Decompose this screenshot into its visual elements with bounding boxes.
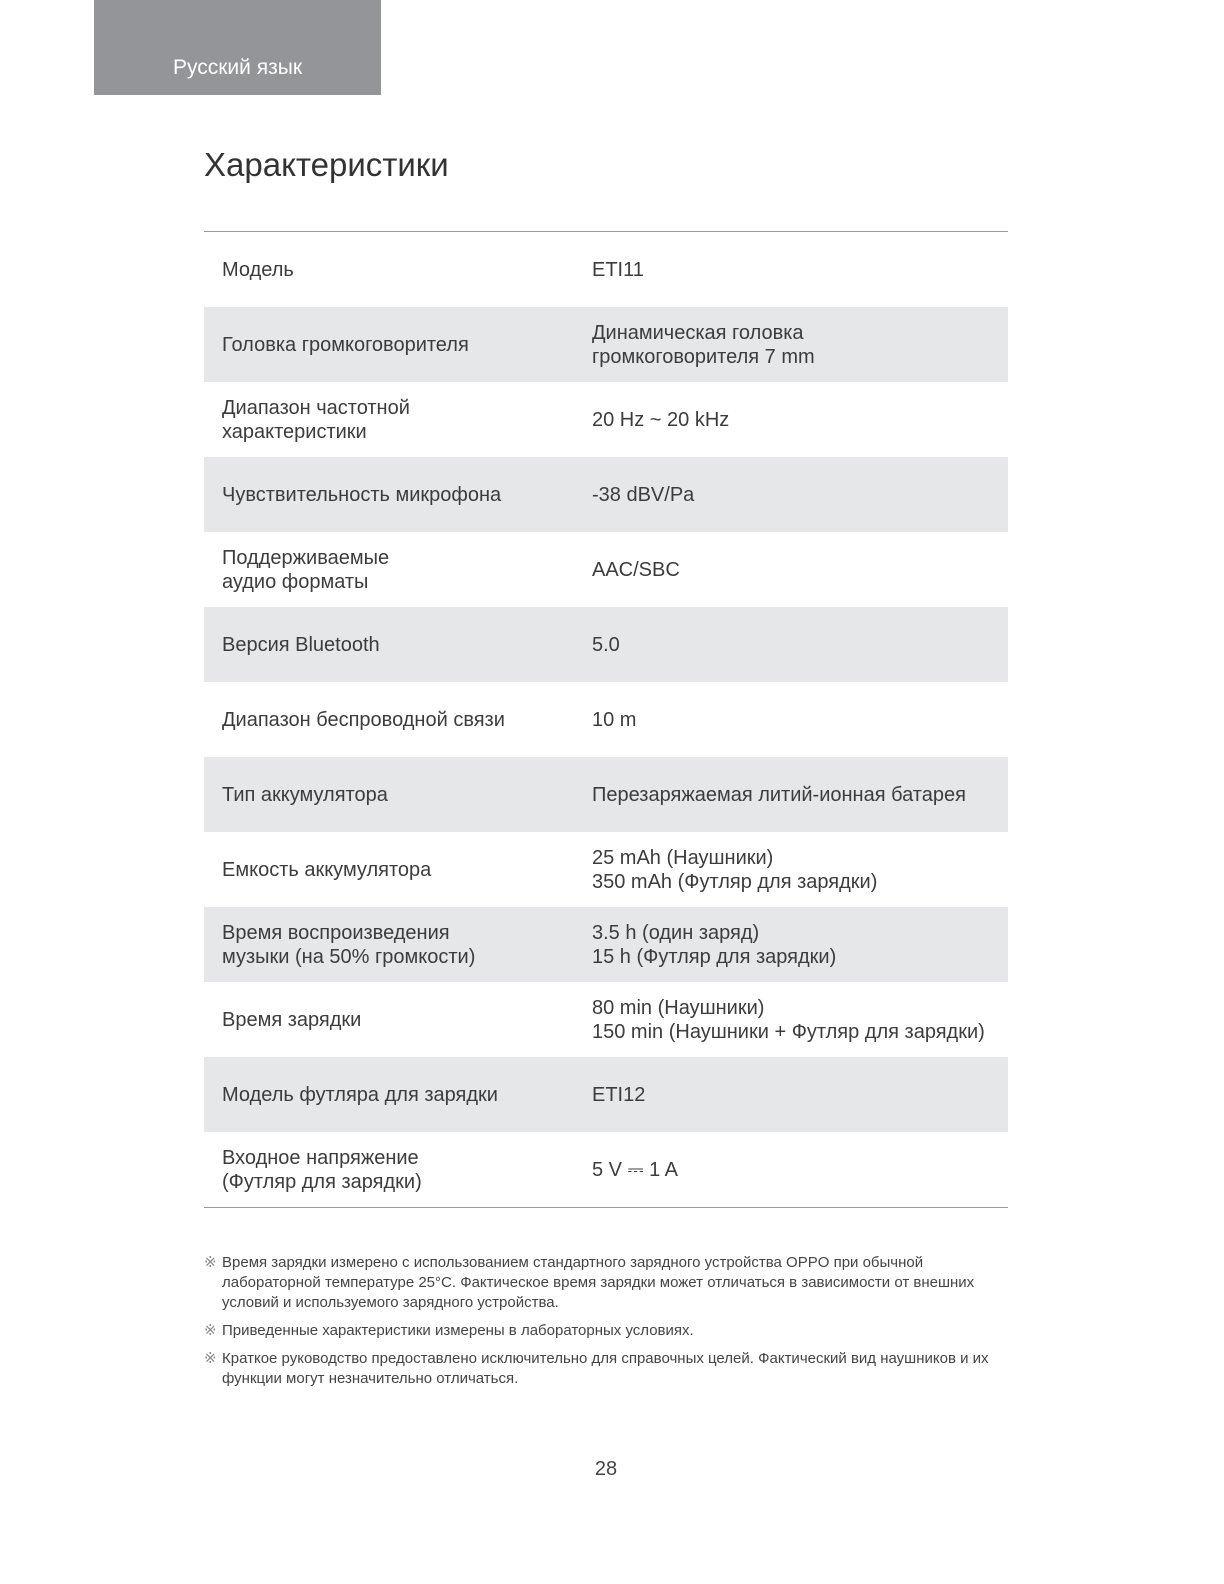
spec-row [204,682,1008,757]
spec-value: 25 mAh (Наушники) 350 mAh (Футляр для зарядки) [592,846,878,893]
spec-value: Динамическая головка громкоговорителя 7 mm [592,321,815,368]
spec-label: Головка громкоговорителя [222,333,469,356]
spec-value: AAC/SBC [592,558,680,581]
footnote-text: Краткое руководство предоставлено исключительно для справочных целей. Фактический вид наушников и их функции могут незначительно отличаться. [222,1350,989,1387]
spec-label: Время воспроизведения музыки (на 50% громкости) [222,921,476,968]
page-title: Характеристики [204,146,449,183]
footnotes [204,1253,1004,1397]
spec-row [204,457,1008,532]
spec-label: Модель футляра для зарядки [222,1083,498,1106]
spec-value: 10 m [592,708,637,731]
spec-label: Модель [222,258,294,281]
reference-mark-icon: ※ [204,1350,217,1367]
spec-row [204,1132,1008,1207]
spec-label: Поддерживаемые аудио форматы [222,546,390,593]
footnote-text: Время зарядки измерено с использованием стандартного зарядного устройства OPPO при обычной лабораторной температуре 25°C. Фактическое время зарядки может отличаться в зависимости от внешних условий и используемого зарядного устройства. [222,1254,975,1311]
reference-mark-icon: ※ [204,1254,217,1271]
spec-value: ETI11 [592,258,644,281]
spec-row [204,382,1008,457]
spec-row [204,532,1008,607]
footnote [204,1321,1004,1341]
spec-row [204,982,1008,1057]
spec-label: Входное напряжение (Футляр для зарядки) [222,1146,422,1193]
spec-value: -38 dBV/Pa [592,483,695,506]
footnote-text: Приведенные характеристики измерены в лабораторных условиях. [222,1322,694,1339]
spec-row [204,907,1008,982]
spec-table [204,231,1008,1208]
spec-row [204,307,1008,382]
footnote [204,1253,1004,1313]
spec-row [204,757,1008,832]
spec-row [204,832,1008,907]
spec-label: Диапазон частотной характеристики [222,396,410,443]
spec-value: ETI12 [592,1083,646,1106]
spec-value: 5.0 [592,633,620,656]
spec-value: 3.5 h (один заряд) 15 h (Футляр для зарядки) [592,921,837,968]
footnote [204,1349,1004,1389]
spec-label: Тип аккумулятора [222,783,388,806]
spec-row [204,1057,1008,1132]
spec-label: Версия Bluetooth [222,633,380,656]
spec-value: 20 Hz ~ 20 kHz [592,408,730,431]
spec-value: 5 V ⎓ 1 A [592,1158,679,1181]
spec-value: Перезаряжаемая литий-ионная батарея [592,783,966,806]
spec-value: 80 min (Наушники) 150 min (Наушники + Футляр для зарядки) [592,996,985,1043]
reference-mark-icon: ※ [204,1322,217,1339]
spec-label: Чувствительность микрофона [222,483,502,506]
spec-row [204,232,1008,307]
page-number: 28 [594,1458,618,1480]
spec-label: Диапазон беспроводной связи [222,708,505,731]
language-tab: Русский язык [94,0,381,95]
spec-row [204,607,1008,682]
spec-label: Время зарядки [222,1008,362,1031]
spec-label: Емкость аккумулятора [222,858,432,881]
